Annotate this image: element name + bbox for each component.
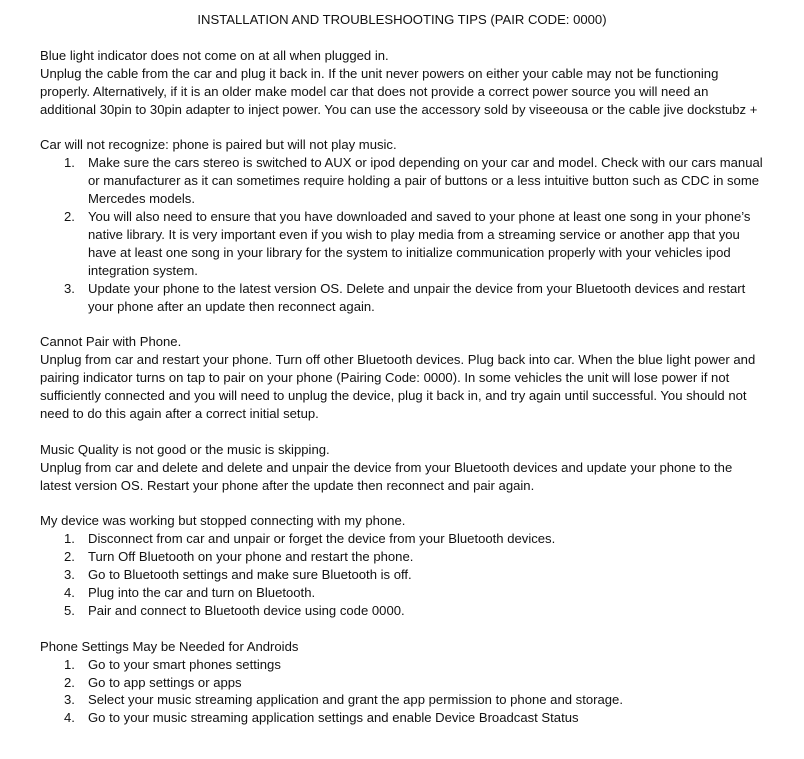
- section-cannot-pair: [40, 333, 764, 423]
- list-item-text: Select your music streaming application and grant the app permission to phone and storage.: [88, 692, 623, 708]
- list-number: 4.: [64, 585, 75, 601]
- numbered-list: [40, 154, 764, 315]
- section-paragraph: Unplug the cable from the car and plug it back in. If the unit never powers on either your cable may not be functioning properly. Alternatively, if it is an older make model car that does not provide a correct power source you will need an additional 30pin to 30pin adapter to inject power. You can use the accessory sold by viseeousa or the cable jive dockstubz +: [40, 65, 758, 117]
- list-item-text: Make sure the cars stereo is switched to AUX or ipod depending on your car and model. Check with our cars manual or manufacturer as it can sometimes require holding a pair of buttons or a less intuitive button such as CDC in some Mercedes models.: [88, 155, 763, 207]
- list-item: [40, 280, 764, 316]
- section-heading: Cannot Pair with Phone.: [40, 334, 182, 350]
- list-item-text: Go to your smart phones settings: [88, 656, 281, 672]
- document-page: [40, 11, 764, 727]
- list-item: [40, 656, 764, 674]
- section-paragraph: Unplug from car and restart your phone. Turn off other Bluetooth devices. Plug back into car. When the blue light power and pairing indicator turns on tap to pair on your phone (Pairing Code: 0000). In some vehicles the unit will lose power if not sufficiently connected and you will need to unplug the device, plug it back in, and try again until successful. You should not need to do this again after a correct initial setup.: [40, 352, 756, 421]
- list-number: 3.: [64, 692, 75, 708]
- section-heading: My device was working but stopped connecting with my phone.: [40, 513, 406, 529]
- section-car-not-recognize: [40, 136, 764, 315]
- list-item: [40, 566, 764, 584]
- section-paragraph: Unplug from car and delete and delete and unpair the device from your Bluetooth devices and update your phone to the latest version OS. Restart your phone after the update then reconnect and pair again.: [40, 459, 733, 493]
- list-item: [40, 154, 764, 208]
- list-item: [40, 584, 764, 602]
- list-number: 2.: [64, 209, 75, 225]
- list-number: 3.: [64, 567, 75, 583]
- list-item: [40, 602, 764, 620]
- section-stopped-connecting: [40, 512, 764, 619]
- list-item: [40, 709, 764, 727]
- section-blue-light: [40, 47, 764, 119]
- list-item: [40, 208, 764, 280]
- list-item-text: Pair and connect to Bluetooth device using code 0000.: [88, 602, 405, 618]
- list-item: [40, 548, 764, 566]
- list-item-text: Go to app settings or apps: [88, 674, 242, 690]
- list-item: [40, 674, 764, 692]
- list-number: 4.: [64, 710, 75, 726]
- list-item-text: Go to your music streaming application settings and enable Device Broadcast Status: [88, 710, 579, 726]
- list-item-text: You will also need to ensure that you have downloaded and saved to your phone at least one song in your phone’s native library. It is very important even if you wish to play media from a streaming service or another app that you have at least one song in your library for the system to initialize communication properly with your vehicles ipod integration system.: [88, 209, 751, 278]
- list-number: 1.: [64, 155, 75, 171]
- list-item: [40, 530, 764, 548]
- list-number: 2.: [64, 674, 75, 690]
- section-heading: Car will not recognize: phone is paired but will not play music.: [40, 137, 397, 153]
- list-item-text: Plug into the car and turn on Bluetooth.: [88, 585, 316, 601]
- list-item: [40, 691, 764, 709]
- section-heading: Blue light indicator does not come on at all when plugged in.: [40, 47, 389, 63]
- list-item-text: Update your phone to the latest version OS. Delete and unpair the device from your Bluetooth devices and restart your phone after an update then reconnect again.: [88, 280, 746, 314]
- list-number: 1.: [64, 656, 75, 672]
- section-android-settings: [40, 638, 764, 728]
- section-heading: Phone Settings May be Needed for Androids: [40, 638, 299, 654]
- list-number: 3.: [64, 280, 75, 296]
- list-number: 5.: [64, 602, 75, 618]
- document-title: INSTALLATION AND TROUBLESHOOTING TIPS (PAIR CODE: 0000): [197, 12, 607, 27]
- list-number: 2.: [64, 549, 75, 565]
- section-heading: Music Quality is not good or the music is skipping.: [40, 441, 330, 457]
- numbered-list: [40, 656, 764, 728]
- list-number: 1.: [64, 531, 75, 547]
- list-item-text: Turn Off Bluetooth on your phone and restart the phone.: [88, 549, 414, 565]
- list-item-text: Disconnect from car and unpair or forget the device from your Bluetooth devices.: [88, 531, 556, 547]
- section-music-quality: [40, 441, 764, 495]
- list-item-text: Go to Bluetooth settings and make sure Bluetooth is off.: [88, 567, 412, 583]
- numbered-list: [40, 530, 764, 620]
